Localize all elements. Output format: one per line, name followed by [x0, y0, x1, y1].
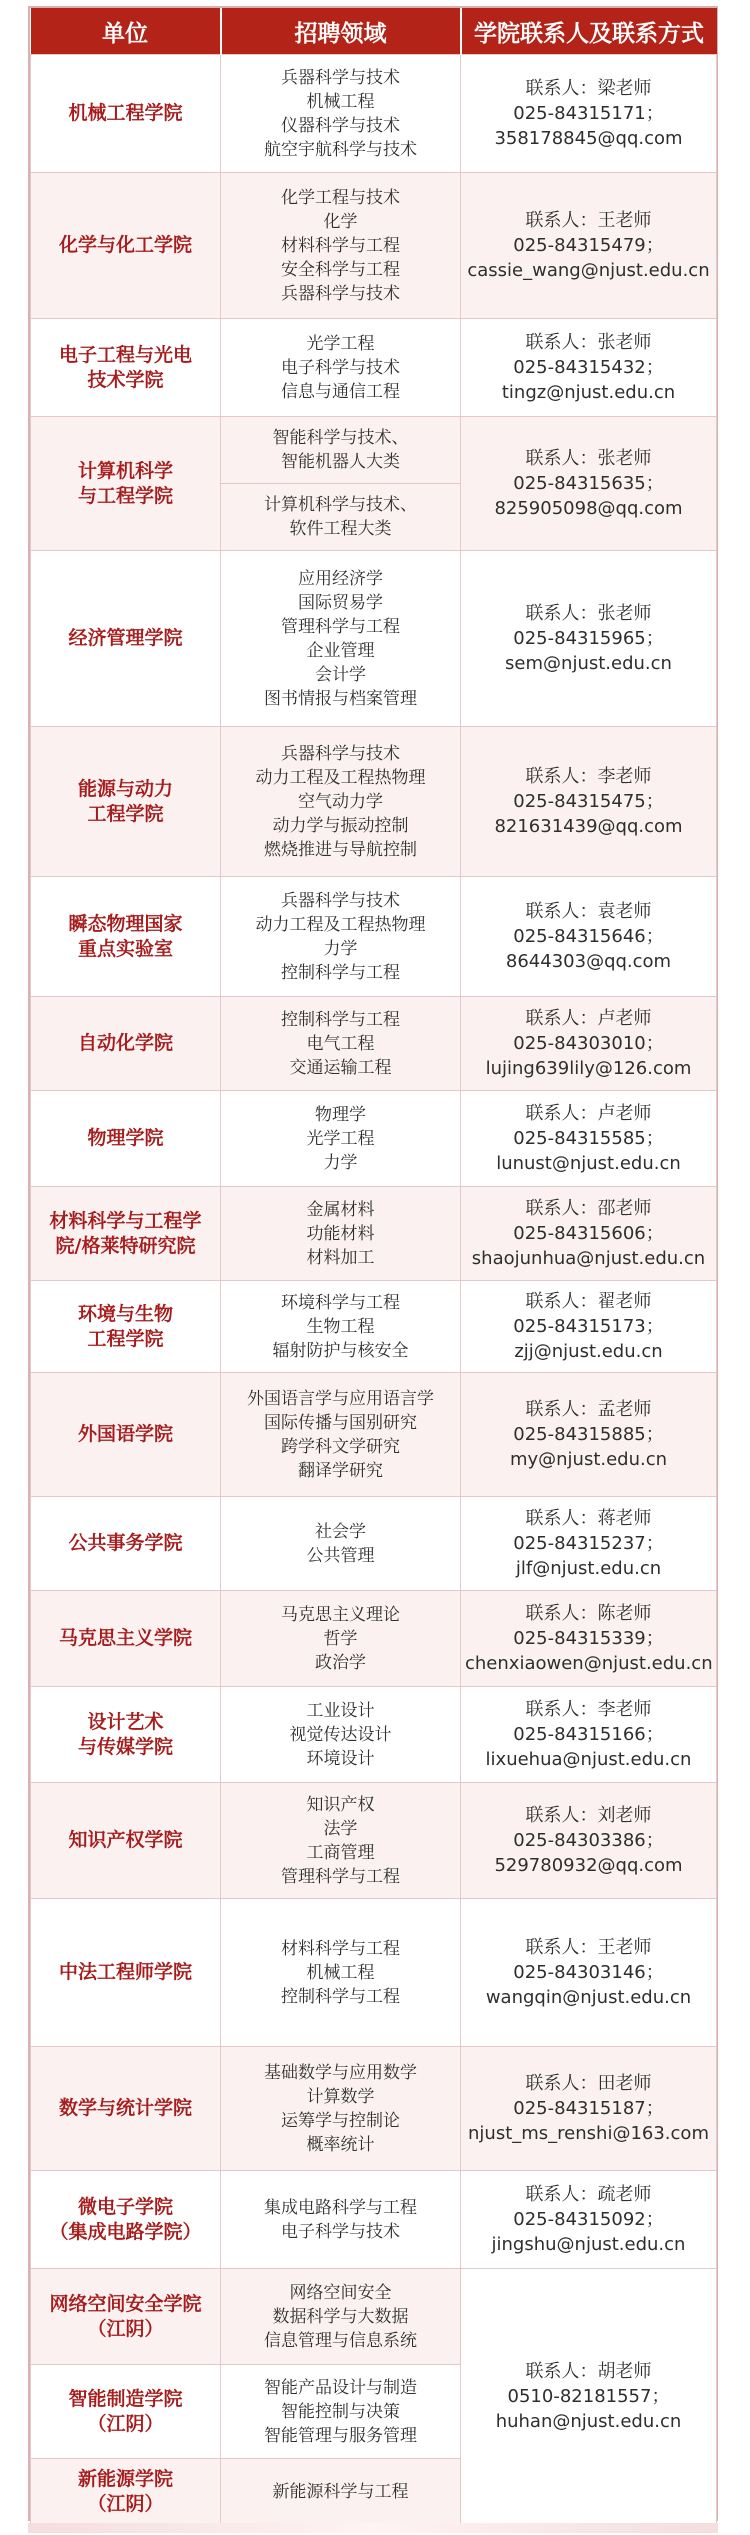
field-item: 智能产品设计与制造 [264, 2377, 417, 2398]
contact-line: wangqin@njust.edu.cn [485, 1987, 692, 2008]
field-item: 信息与通信工程 [281, 381, 400, 402]
unit-name: 微电子学院 [77, 2195, 173, 2218]
field-cell [221, 173, 461, 319]
table-row [31, 55, 717, 173]
contact-line: 025-84315965； [513, 628, 664, 649]
contact-line: chenxiaowen@njust.edu.cn [465, 1653, 713, 1674]
field-item: 光学工程 [306, 1128, 375, 1149]
field-cell [221, 417, 461, 484]
recruitment-table-frame [28, 6, 718, 2521]
table-row [31, 727, 717, 877]
contact-cell [461, 1373, 717, 1497]
contact-line: 025-84315187； [513, 2098, 664, 2119]
contact-line: 联系人：卢老师 [525, 1008, 652, 1029]
unit-name: 智能制造学院 [68, 2387, 183, 2410]
field-cell [221, 997, 461, 1091]
field-cell [221, 2171, 461, 2269]
unit-cell [31, 2459, 221, 2525]
contact-line: my@njust.edu.cn [509, 1449, 668, 1470]
header-unit: 单位 [31, 8, 221, 55]
contact-cell [461, 1187, 717, 1281]
field-item: 材料加工 [306, 1247, 375, 1268]
table-row [31, 2171, 717, 2269]
field-item: 信息管理与信息系统 [264, 2330, 417, 2351]
contact-cell [461, 1687, 717, 1783]
contact-cell [461, 2047, 717, 2171]
field-item: 智能机器人大类 [281, 452, 400, 472]
unit-name: 工程学院 [87, 1327, 164, 1350]
field-item: 辐射防护与核安全 [272, 1340, 409, 1361]
unit-cell [31, 1783, 221, 1899]
field-item: 数据科学与大数据 [272, 2306, 409, 2327]
unit-cell [31, 319, 221, 417]
unit-name: 公共事务学院 [68, 1532, 183, 1554]
field-cell [221, 1899, 461, 2047]
contact-line: 358178845@qq.com [494, 128, 683, 149]
field-item: 燃烧推进与导航控制 [264, 839, 417, 860]
field-cell [221, 319, 461, 417]
field-item: 智能管理与服务管理 [264, 2425, 417, 2446]
field-cell [221, 877, 461, 997]
unit-name: 物理学院 [87, 1127, 164, 1149]
contact-line: 联系人：翟老师 [525, 1291, 652, 1312]
contact-line: 821631439@qq.com [494, 816, 683, 837]
field-item: 光学工程 [306, 333, 375, 354]
contact-line: zjj@njust.edu.cn [514, 1341, 663, 1362]
contact-cell [461, 173, 717, 319]
unit-name: 工程学院 [87, 802, 164, 825]
field-item: 物理学 [315, 1104, 366, 1125]
contact-line: 8644303@qq.com [505, 951, 672, 972]
field-item: 计算机科学与技术、 [264, 495, 417, 515]
field-cell [221, 1497, 461, 1591]
table-row [31, 173, 717, 319]
contact-cell [461, 1091, 717, 1187]
unit-name: 马克思主义学院 [58, 1627, 192, 1649]
contact-line: 825905098@qq.com [494, 498, 683, 519]
unit-cell [31, 1373, 221, 1497]
contact-line: 联系人：陈老师 [525, 1603, 652, 1624]
field-cell [221, 2269, 461, 2365]
unit-name: 瞬态物理国家 [68, 912, 183, 935]
field-item: 公共管理 [306, 1545, 375, 1566]
field-item: 交通运输工程 [289, 1057, 392, 1078]
contact-line: 025-84315475； [513, 791, 664, 812]
contact-line: 联系人：卢老师 [525, 1103, 652, 1124]
contact-line: 025-84315237； [513, 1533, 664, 1554]
field-cell [221, 484, 461, 551]
contact-line: 025-84315635； [513, 473, 664, 494]
field-item: 控制科学与工程 [281, 962, 400, 983]
unit-name: 计算机科学 [77, 459, 173, 482]
field-cell [221, 1783, 461, 1899]
field-item: 知识产权 [306, 1794, 375, 1815]
field-item: 社会学 [315, 1521, 366, 1542]
table-row [31, 1687, 717, 1783]
contact-line: lunust@njust.edu.cn [496, 1153, 681, 1174]
unit-name: （江阴） [87, 2412, 164, 2435]
unit-cell [31, 2365, 221, 2459]
contact-line: 联系人：李老师 [525, 1699, 652, 1720]
field-cell [221, 55, 461, 173]
table-row [31, 877, 717, 997]
contact-line: 025-84315166； [513, 1724, 664, 1745]
contact-line: 025-84315432； [513, 357, 664, 378]
table-row [31, 1899, 717, 2047]
field-item: 会计学 [315, 664, 366, 685]
contact-cell [461, 551, 717, 727]
unit-name: 经济管理学院 [68, 627, 183, 649]
header-field: 招聘领域 [221, 8, 461, 55]
contact-cell [461, 997, 717, 1091]
field-item: 机械工程 [306, 91, 375, 112]
unit-name: 电子工程与光电 [58, 343, 192, 366]
field-item: 管理科学与工程 [281, 616, 400, 637]
field-item: 安全科学与工程 [281, 259, 400, 280]
unit-cell [31, 55, 221, 173]
field-item: 网络空间安全 [289, 2282, 392, 2303]
contact-cell [461, 417, 717, 551]
unit-name: 与传媒学院 [77, 1735, 173, 1758]
unit-name: 网络空间安全学院 [49, 2292, 202, 2315]
field-item: 计算数学 [306, 2086, 375, 2107]
contact-cell [461, 727, 717, 877]
unit-name: 数学与统计学院 [58, 2097, 192, 2119]
contact-line: 025-84315339； [513, 1628, 664, 1649]
unit-cell [31, 2269, 221, 2365]
contact-cell [461, 55, 717, 173]
contact-line: 联系人：王老师 [525, 210, 652, 231]
table-row [31, 1281, 717, 1373]
field-item: 空气动力学 [298, 791, 383, 812]
unit-name: 知识产权学院 [68, 1829, 183, 1851]
unit-cell [31, 2171, 221, 2269]
field-item: 金属材料 [306, 1199, 375, 1220]
unit-cell [31, 877, 221, 997]
contact-line: 联系人：孟老师 [525, 1399, 652, 1420]
field-item: 材料科学与工程 [281, 235, 400, 256]
table-row [31, 1373, 717, 1497]
contact-line: 025-84315479； [513, 235, 664, 256]
field-cell [221, 1687, 461, 1783]
unit-name: （集成电路学院） [49, 2220, 202, 2243]
contact-line: 联系人：邵老师 [525, 1198, 652, 1219]
contact-line: 联系人：田老师 [525, 2073, 652, 2094]
unit-name: （江阴） [87, 2492, 164, 2515]
contact-line: 0510-82181557； [507, 2386, 670, 2407]
unit-name: 材料科学与工程学 [49, 1209, 202, 1232]
contact-line: 联系人：刘老师 [525, 1805, 652, 1826]
field-cell [221, 1091, 461, 1187]
table-row [31, 2047, 717, 2171]
contact-line: shaojunhua@njust.edu.cn [471, 1248, 706, 1269]
field-cell [221, 2047, 461, 2171]
field-item: 控制科学与工程 [281, 1009, 400, 1030]
field-item: 电子科学与技术 [281, 357, 400, 378]
field-item: 环境科学与工程 [281, 1292, 400, 1313]
unit-cell [31, 1281, 221, 1373]
contact-cell [461, 2171, 717, 2269]
field-item: 仪器科学与技术 [281, 115, 400, 136]
contact-line: 联系人：蒋老师 [525, 1508, 652, 1529]
field-item: 控制科学与工程 [281, 1986, 400, 2007]
field-cell [221, 1373, 461, 1497]
contact-cell [461, 1591, 717, 1687]
contact-line: 025-84303386； [513, 1830, 664, 1851]
contact-line: lujing639lily@126.com [485, 1058, 692, 1079]
unit-cell [31, 1591, 221, 1687]
unit-cell [31, 2047, 221, 2171]
table-row [31, 551, 717, 727]
field-cell [221, 727, 461, 877]
table-row [31, 1091, 717, 1187]
field-item: 运筹学与控制论 [281, 2110, 400, 2131]
contact-line: tingz@njust.edu.cn [501, 382, 676, 403]
field-item: 功能材料 [306, 1223, 375, 1244]
contact-line: 联系人：张老师 [525, 603, 652, 624]
contact-line: 联系人：张老师 [525, 448, 652, 469]
field-item: 电气工程 [306, 1033, 375, 1054]
contact-line: 025-84303146； [513, 1962, 664, 1983]
unit-name: 自动化学院 [77, 1032, 173, 1054]
unit-name: 院/格莱特研究院 [55, 1234, 196, 1257]
unit-name: 新能源学院 [77, 2467, 173, 2490]
contact-line: jlf@njust.edu.cn [515, 1558, 662, 1579]
field-item: 国际传播与国别研究 [264, 1412, 417, 1433]
bottom-decoration [28, 2523, 718, 2533]
contact-line: 025-84315646； [513, 926, 664, 947]
table-row [31, 417, 717, 484]
unit-name: 重点实验室 [77, 937, 173, 960]
header-contact: 学院联系人及联系方式 [461, 8, 717, 55]
field-item: 动力学与振动控制 [272, 815, 409, 836]
contact-line: njust_ms_renshi@163.com [468, 2123, 709, 2144]
contact-line: 联系人：梁老师 [525, 78, 652, 99]
contact-line: lixuehua@njust.edu.cn [485, 1749, 692, 1770]
field-item: 法学 [323, 1818, 358, 1839]
field-item: 马克思主义理论 [281, 1604, 400, 1625]
unit-cell [31, 1899, 221, 2047]
field-item: 新能源科学与工程 [272, 2481, 409, 2502]
field-item: 兵器科学与技术 [281, 743, 400, 764]
table-row [31, 997, 717, 1091]
contact-line: 联系人：张老师 [525, 332, 652, 353]
unit-cell [31, 173, 221, 319]
contact-cell [461, 2269, 717, 2525]
field-item: 航空宇航科学与技术 [264, 139, 417, 160]
contact-line: 529780932@qq.com [494, 1855, 683, 1876]
unit-name: 设计艺术 [87, 1710, 164, 1733]
contact-cell [461, 319, 717, 417]
contact-line: 025-84303010； [513, 1033, 664, 1054]
unit-name: 能源与动力 [77, 777, 173, 800]
contact-line: 联系人：王老师 [525, 1937, 652, 1958]
field-item: 跨学科文学研究 [281, 1436, 400, 1457]
field-item: 材料科学与工程 [281, 1938, 400, 1959]
field-item: 机械工程 [306, 1962, 375, 1983]
field-item: 集成电路科学与工程 [264, 2197, 417, 2218]
contact-cell [461, 1899, 717, 2047]
unit-cell [31, 727, 221, 877]
table-row [31, 1497, 717, 1591]
field-item: 智能科学与技术、 [272, 428, 409, 448]
field-item: 外国语言学与应用语言学 [247, 1388, 434, 1409]
field-item: 政治学 [315, 1652, 366, 1673]
contact-line: 025-84315606； [513, 1223, 664, 1244]
unit-cell [31, 997, 221, 1091]
unit-name: 技术学院 [87, 368, 164, 391]
field-cell [221, 1591, 461, 1687]
field-item: 哲学 [323, 1628, 358, 1649]
unit-name: 机械工程学院 [68, 102, 183, 124]
field-item: 基础数学与应用数学 [264, 2062, 417, 2083]
field-item: 概率统计 [306, 2134, 375, 2155]
unit-cell [31, 1687, 221, 1783]
field-cell [221, 1187, 461, 1281]
contact-line: 025-84315885； [513, 1424, 664, 1445]
field-item: 力学 [323, 1152, 358, 1173]
contact-line: 025-84315585； [513, 1128, 664, 1149]
unit-name: 外国语学院 [77, 1423, 173, 1445]
unit-name: 化学与化工学院 [58, 234, 192, 256]
field-item: 电子科学与技术 [281, 2221, 400, 2242]
unit-name: （江阴） [87, 2317, 164, 2340]
contact-line: 联系人：袁老师 [525, 901, 652, 922]
unit-cell [31, 1187, 221, 1281]
contact-cell [461, 877, 717, 997]
contact-cell [461, 1281, 717, 1373]
field-item: 兵器科学与技术 [281, 67, 400, 88]
contact-cell [461, 1497, 717, 1591]
contact-line: 联系人：疏老师 [525, 2184, 652, 2205]
unit-cell [31, 1497, 221, 1591]
field-item: 动力工程及工程热物理 [255, 767, 426, 788]
field-item: 视觉传达设计 [289, 1724, 392, 1745]
table-row [31, 319, 717, 417]
contact-line: huhan@njust.edu.cn [495, 2411, 682, 2432]
table-row [31, 2269, 717, 2365]
contact-line: cassie_wang@njust.edu.cn [467, 260, 710, 281]
field-item: 兵器科学与技术 [281, 283, 400, 304]
field-item: 动力工程及工程热物理 [255, 914, 426, 935]
table-header [31, 8, 717, 55]
field-item: 翻译学研究 [298, 1460, 383, 1481]
unit-cell [31, 417, 221, 551]
field-item: 软件工程大类 [289, 519, 392, 539]
field-item: 化学工程与技术 [281, 187, 400, 208]
contact-line: 025-84315171； [513, 103, 664, 124]
contact-line: 025-84315173； [513, 1316, 664, 1337]
field-item: 化学 [323, 211, 358, 232]
field-cell [221, 2365, 461, 2459]
field-item: 环境设计 [306, 1748, 375, 1769]
field-item: 图书情报与档案管理 [264, 688, 417, 709]
field-cell [221, 551, 461, 727]
unit-name: 环境与生物 [77, 1302, 173, 1325]
field-item: 管理科学与工程 [281, 1866, 400, 1887]
unit-cell [31, 1091, 221, 1187]
field-item: 生物工程 [306, 1316, 375, 1337]
field-item: 智能控制与决策 [281, 2401, 400, 2422]
table-row [31, 1187, 717, 1281]
field-item: 力学 [323, 938, 358, 959]
recruitment-table [30, 8, 717, 2525]
contact-cell [461, 1783, 717, 1899]
unit-name: 与工程学院 [77, 484, 173, 507]
field-item: 兵器科学与技术 [281, 890, 400, 911]
unit-cell [31, 551, 221, 727]
field-item: 国际贸易学 [298, 592, 383, 613]
contact-line: 联系人：李老师 [525, 766, 652, 787]
table-body [31, 55, 717, 2525]
contact-line: 025-84315092； [513, 2209, 664, 2230]
unit-name: 中法工程师学院 [58, 1961, 192, 1983]
field-item: 应用经济学 [298, 568, 383, 589]
field-item: 工商管理 [306, 1842, 375, 1863]
field-item: 工业设计 [306, 1700, 375, 1721]
table-row [31, 1591, 717, 1687]
contact-line: sem@njust.edu.cn [505, 653, 672, 674]
contact-line: jingshu@njust.edu.cn [491, 2234, 686, 2255]
table-row [31, 1783, 717, 1899]
field-item: 企业管理 [306, 640, 375, 661]
contact-line: 联系人：胡老师 [525, 2361, 652, 2382]
field-cell [221, 2459, 461, 2525]
field-cell [221, 1281, 461, 1373]
